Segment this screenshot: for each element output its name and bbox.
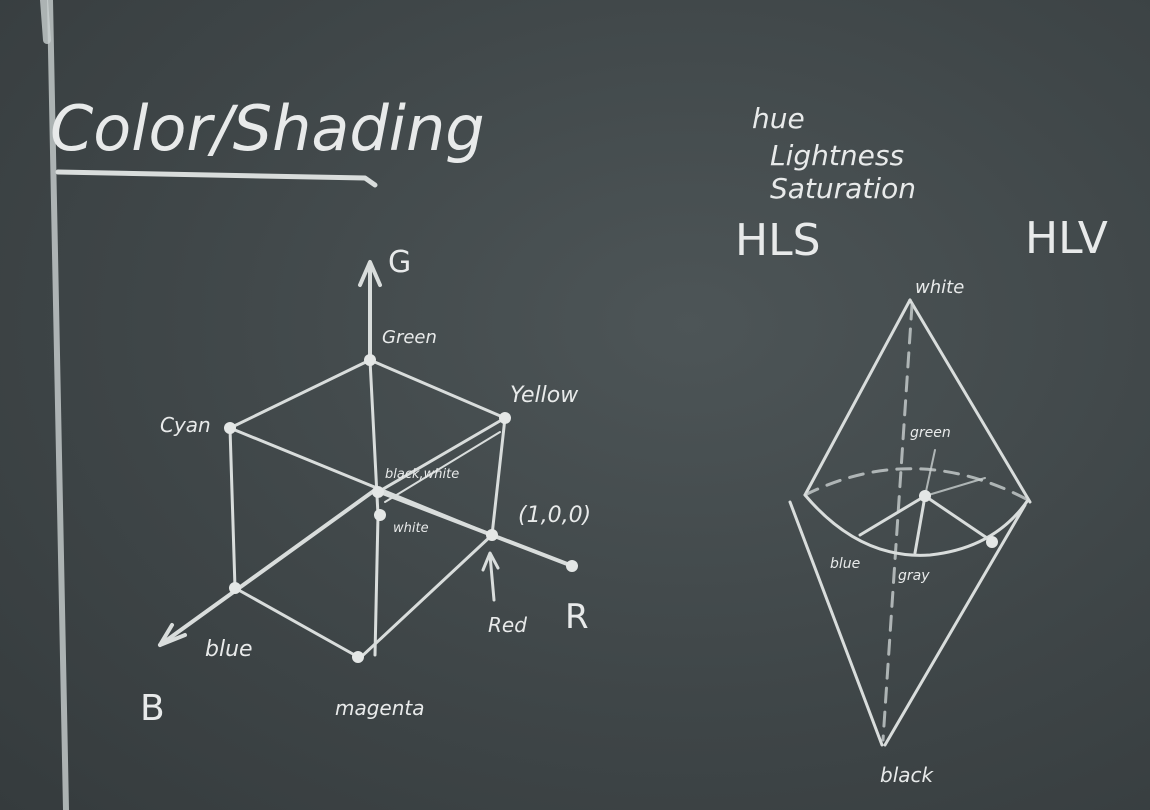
cube-edge-white-magenta (375, 515, 378, 655)
cone-label-gray: gray (898, 568, 930, 584)
cone-label-black: black (880, 763, 934, 787)
model-hls: HLS (735, 215, 821, 266)
label-black-white: black,white (385, 467, 460, 482)
spoke-right (925, 496, 990, 540)
spoke-green (925, 450, 935, 496)
cone-label-blue: blue (830, 556, 861, 572)
vertex-black (372, 486, 384, 498)
term-hue: hue (752, 102, 805, 135)
cone-lower-left (790, 502, 882, 745)
vertex-green (364, 354, 376, 366)
label-blue: blue (205, 637, 253, 662)
hls-double-cone-diagram (790, 277, 1030, 787)
r-axis-end (566, 560, 578, 572)
vertex-blue (229, 582, 241, 594)
board-edge-line (44, 0, 47, 40)
model-hlv: HLV (1025, 213, 1108, 264)
cone-central-axis (883, 305, 912, 740)
term-lightness: Lightness (770, 139, 905, 172)
label-green: Green (382, 327, 437, 348)
label-white: white (393, 521, 429, 536)
cone-equator-back (805, 469, 1028, 500)
term-saturation: Saturation (770, 172, 916, 205)
board-title: Color/Shading (50, 92, 485, 165)
vertex-magenta (352, 651, 364, 663)
vertex-white (374, 509, 386, 521)
axis-label-b: B (140, 688, 165, 729)
cone-lower-right (885, 505, 1025, 745)
title-underline (58, 172, 375, 185)
cone-upper-right (910, 300, 1030, 502)
label-yellow: Yellow (510, 383, 579, 408)
vertex-yellow (499, 412, 511, 424)
cone-label-green: green (910, 425, 951, 441)
cone-upper-left (805, 300, 910, 495)
rgb-cube-diagram (140, 245, 591, 729)
cone-label-white: white (915, 277, 965, 298)
label-cyan: Cyan (160, 413, 211, 437)
spoke-blue (860, 496, 925, 535)
axis-label-g: G (388, 245, 412, 280)
b-axis (160, 490, 375, 645)
spoke-front (915, 496, 925, 553)
vertex-cyan (224, 422, 236, 434)
label-magenta: magenta (335, 696, 425, 720)
label-red-coord: (1,0,0) (518, 503, 592, 528)
vertex-red (486, 529, 498, 541)
spoke-back-right (925, 478, 985, 496)
cube-hexagon (230, 360, 505, 658)
axis-label-r: R (565, 597, 589, 637)
cone-center-point (919, 490, 931, 502)
label-red: Red (488, 613, 527, 637)
cone-rim-point (986, 536, 998, 548)
